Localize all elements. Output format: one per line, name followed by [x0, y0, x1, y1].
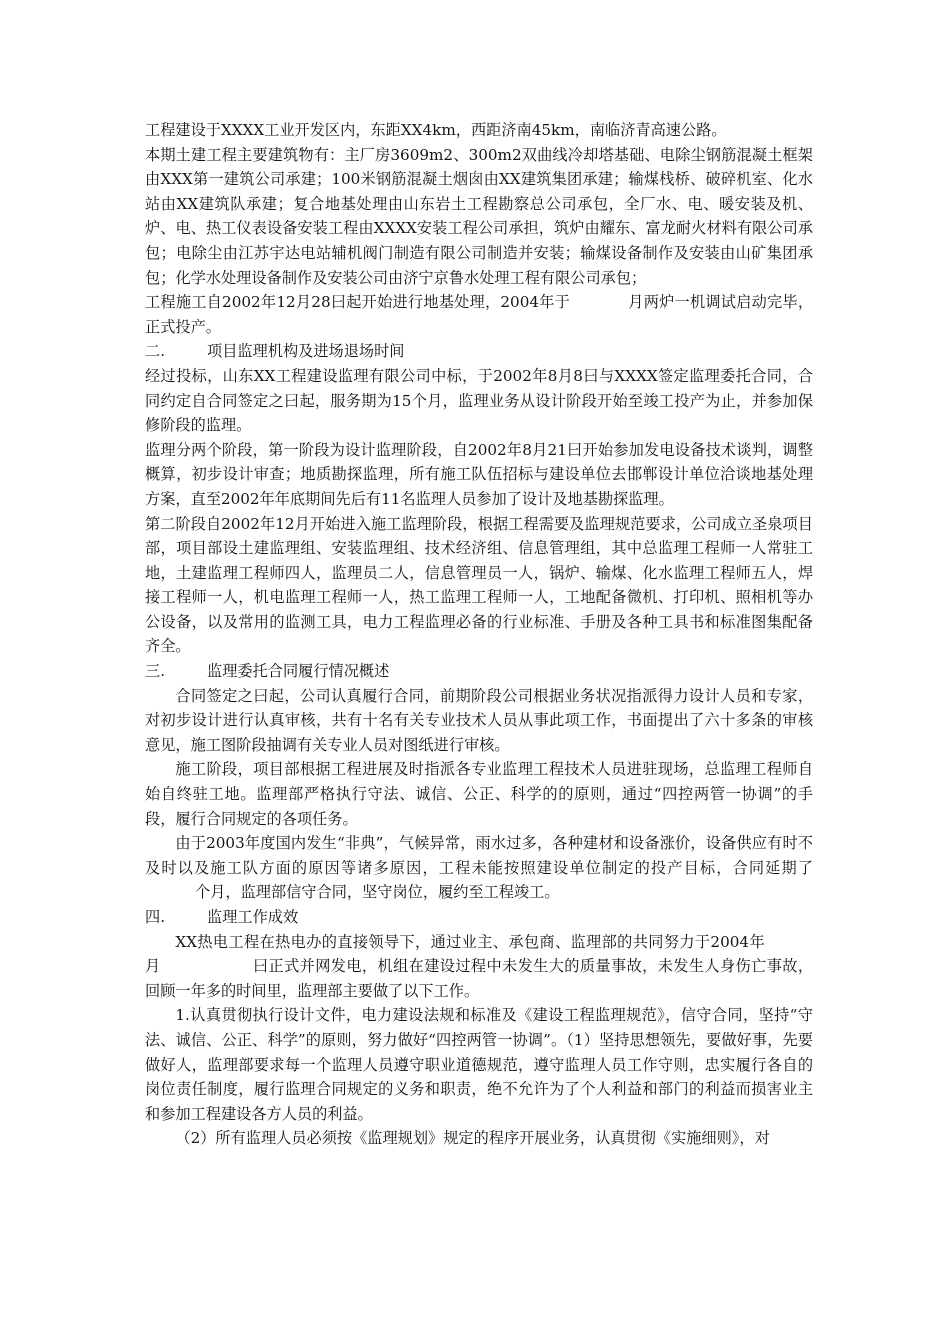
section-heading-4: 四. 监理工作成效 — [145, 908, 299, 926]
paragraph-item-2: （2）所有监理人员必须按《监理规划》规定的程序开展业务，认真贯彻《实施细则》，对 — [175, 1129, 770, 1148]
paragraph-contract-signing: 合同签定之曰起，公司认真履行合同，前期阶段公司根据业务状况指派得力设计人员和专家，对初步设计进行认真审核，共有十名有关专业技术人员从事此项工作，书面提出了六十多条的审核意见，施工图阶段抽调有关专业人员对图纸进行审核。 — [145, 686, 813, 754]
paragraph-item-1: 1.认真贯彻执行设计文件，电力建设法规和标准及《建设工程监理规范》，信守合同，坚持“守法、诚信、公正、科学”的原则，努力做好“四控两管一协调”。（1）坚持思想领先，要做好事，先要做好人，监理部要求每一个监理人员遵守职业道德规范，遵守监理人员工作守则，忠实履行各自的岗位责任制度，履行监理合同规定的义务和职责，绝不允许为了个人利益和部门的利益而损害业主和参加工程建设各方人员的利益。 — [145, 1006, 813, 1123]
paragraph-bidding: 经过投标，山东XX工程建设监理有限公司中标，于2002年8月8曰与XXXX签定监理委托合同，合同约定自合同签定之曰起，服务期为15个月，监理业务从设计阶段开始至竣工投产为止，并参加保修阶段的监理。 — [145, 366, 813, 435]
paragraph-construction-phase: 施工阶段，项目部根据工程进展及时指派各专业监理工程技术人员进驻现场，总监理工程师自始自终驻工地。监理部严格执行守法、诚信、公正、科学的的原则，通过“四控两管一协调”的手段，履行合同规定的各项任务。 — [145, 760, 813, 828]
section-heading-3: 三. 监理委托合同履行情况概述 — [145, 662, 390, 681]
paragraph-results: XX热电工程在热电办的直接领导下，通过业主、承包商、监理部的共同努力于2004年月 曰正式并网发电，机组在建设过程中未发生大的质量事故，未发生人身伤亡事故，回顾一年多的时间里，监理部主要做了以下工作。 — [145, 932, 814, 1000]
document-body — [145, 118, 813, 1151]
paragraph-project-location: 工程建设于XXXX工业开发区内，东距XX4km，西距济南45km，南临济青高速公路。 — [145, 121, 727, 139]
paragraph-delay: 由于2003年度国内发生“非典”，气候异常，雨水过多，各种建材和设备涨价，设备供应有时不及时以及施工队方面的原因等诸多原因，工程未能按照建设单位制定的投产目标，合同延期了个月，监理部信守合同，坚守岗位，履约至工程竣工。 — [145, 834, 813, 902]
paragraph-phase-two: 第二阶段自2002年12月开始进入施工监理阶段，根据工程需要及监理规范要求，公司成立圣泉项目部，项目部设土建监理组、安装监理组、技术经济组、信息管理组，其中总监理工程师一人常驻工地，土建监理工程师四人，监理员二人，信息管理员一人，锅炉、输煤、化水监理工程师五人，焊接工程师一人，机电监理工程师一人，热工监理工程师一人，工地配备微机、打印机、照相机等办公设备，以及常用的监测工具，电力工程监理必备的行业标准、手册及各种工具书和标准图集配备齐全。 — [145, 514, 813, 656]
paragraph-phase-one: 监理分两个阶段，第一阶段为设计监理阶段，自2002年8月21曰开始参加发电设备技术谈判，调整概算，初步设计审查；地质勘探监理，所有施工队伍招标与建设单位去邯郸设计单位洽谈地基处理方案，直至2002年年底期间先后有11名监理人员参加了设计及地基勘探监理。 — [145, 440, 813, 508]
section-heading-2: 二. 项目监理机构及进场退场时间 — [145, 342, 405, 361]
paragraph-construction-schedule: 工程施工自2002年12月28曰起开始进行地基处理，2004年于 月两炉一机调试启动完毕，正式投产。 — [145, 293, 814, 336]
paragraph-main-buildings: 本期土建工程主要建筑物有：主厂房3609m2、300m2双曲线冷却塔基础、电除尘钢筋混凝土框架由XXX第一建筑公司承建；100米钢筋混凝土烟囱由XX建筑集团承建；输煤栈桥、破碎机室、化水站由XX建筑队承建；复合地基处理由山东岩土工程勘察总公司承包，全厂水、电、暖安装及机、炉、电、热工仪表设备安装工程由XXXX安装工程公司承担，筑炉由耀东、富龙耐火材料有限公司承包；电除尘由江苏宇达电站辅机阀门制造有限公司制造并安装；输煤设备制作及安装由山矿集团承包；化学水处理设备制作及安装公司由济宁京鲁水处理工程有限公司承包； — [145, 145, 813, 287]
